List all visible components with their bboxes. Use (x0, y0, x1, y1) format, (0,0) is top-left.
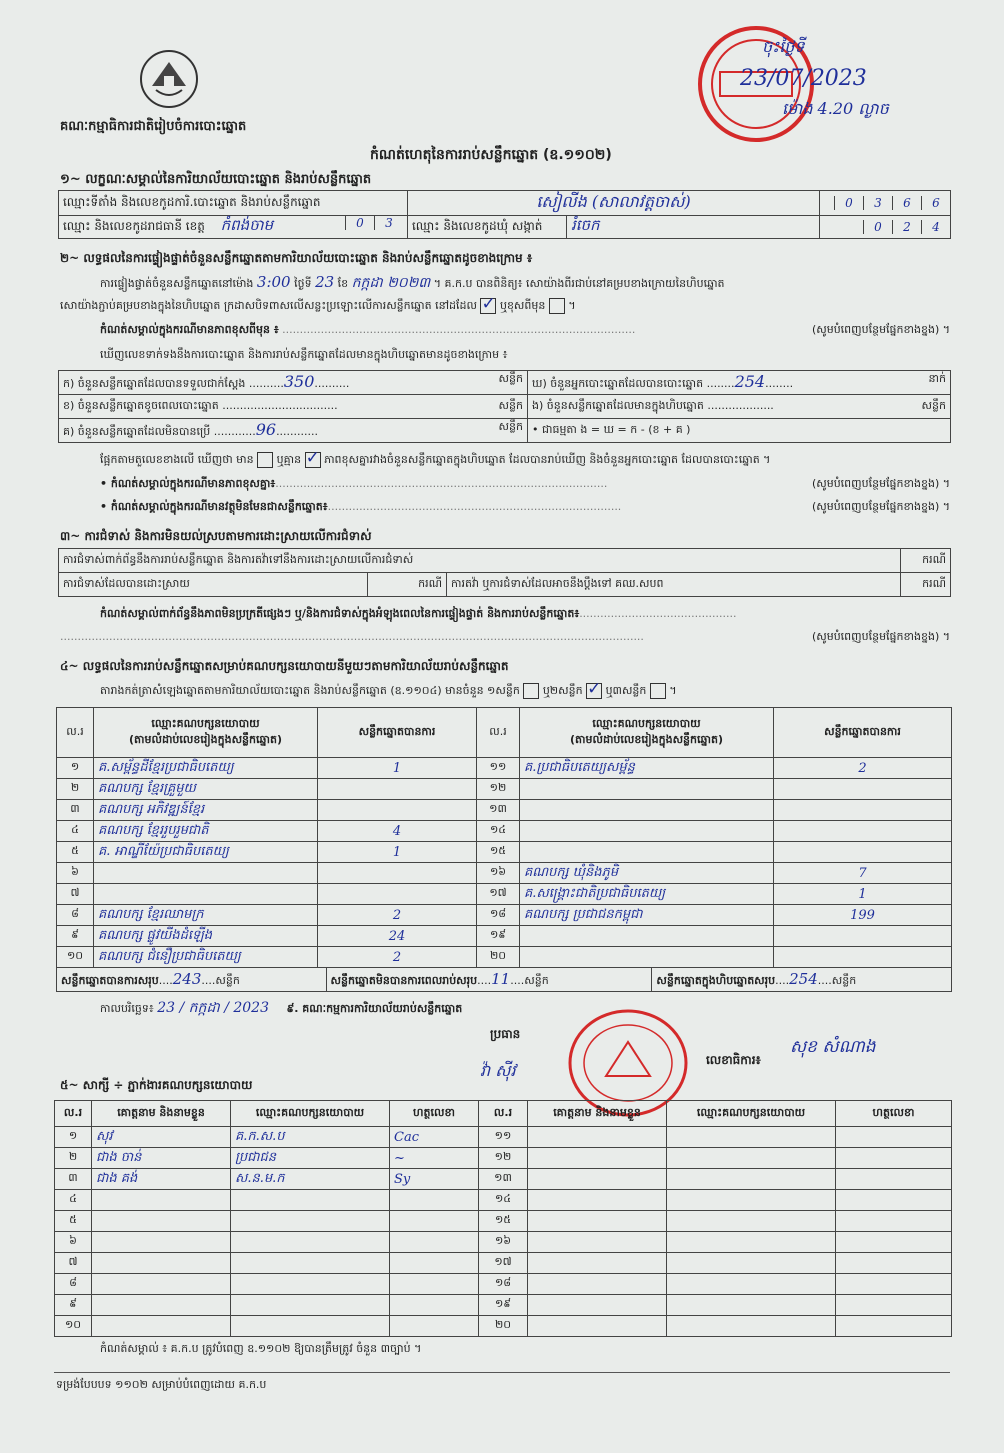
party-votes (318, 863, 477, 884)
witness-party (667, 1253, 836, 1274)
witness-signature (836, 1148, 952, 1169)
unused-ballots-value: 96 (255, 420, 277, 439)
witness-no: ១០ (55, 1316, 92, 1337)
witness-party (231, 1190, 390, 1211)
footnote: កំណត់សម្គាល់ ៖ គ.ក.ប ត្រូវបំពេញ ឧ.១១០២ ឱ្យបានត្រឹមត្រូវ ចំនួន ៣ច្បាប់ ។ (100, 1342, 422, 1355)
party-no: ៧ (57, 884, 94, 905)
party-name (94, 863, 318, 884)
witness-no: ១៧ (479, 1253, 528, 1274)
party-row (57, 863, 952, 884)
difference-note: • កំណត់សម្គាល់ក្នុងករណីមានភាពខុសគ្នា៖............................................................................................... (សូមបំពេញបន្ថែមផ្នែកខាងខ្នង) ។ (100, 477, 950, 490)
party-name: គណបក្ស ខ្មែរគ្រួមួយ (94, 779, 318, 800)
sheets-3-checkbox[interactable] (650, 683, 666, 699)
location-code: 0 3 6 6 (820, 191, 951, 216)
stamp-line-3: ម៉ោង 4.20 ល្ងាច (782, 99, 889, 118)
verification-line1: ការផ្ទៀងផ្ទាត់ចំនួនសន្លឹកឆ្នោតនៅម៉ោង 3:00 ថ្ងៃទី 23 ខែ កក្កដា ២០២៣ ។ គ.ក.ប បានពិនិត្យ៖ សោយ៉ាងពីរជាប់នៅគម្របខាងក្រោយនៃហិបឆ្នោត (100, 273, 725, 291)
col-votes-left: សន្លឹកឆ្នោតបានការ (318, 708, 477, 758)
section1-table (58, 190, 951, 239)
party-name: គណបក្ស ឃុំនិងភូមិ (520, 863, 774, 884)
secretary-name: សុខ សំណាង (790, 1037, 876, 1057)
party-votes (774, 926, 952, 947)
date-line: កាលបរិច្ឆេទ៖ 23 / កក្កដា / 2023 ៩. គណៈកម្មការការិយាល័យរាប់សន្លឹកឆ្នោត (100, 1000, 463, 1016)
witness-signature (836, 1211, 952, 1232)
party-row (57, 758, 952, 779)
total-invalid-value: 11 (491, 969, 511, 988)
witness-party: ស.ន.ម.ក (231, 1169, 390, 1190)
w-col-sig-left: ហត្ថលេខា (390, 1101, 479, 1127)
witness-no: ៥ (55, 1211, 92, 1232)
result-intro: ឃើញលេខទាក់ទងនឹងការបោះឆ្នោត និងការរាប់សន្លឹកឆ្នោតដែលមានក្នុងហិបឆ្នោតមានដូចខាងក្រោម ៖ (100, 348, 508, 361)
section1-heading: ១~ លក្ខណៈសម្គាល់នៃការិយាល័យបោះឆ្នោត និងរាប់សន្លឹកឆ្នោត (60, 172, 372, 187)
witness-no: ១២ (479, 1148, 528, 1169)
objections-row1: ការជំទាស់ពាក់ព័ន្ធនឹងការរាប់សន្លឹកឆ្នោត និងការតវ៉ាទៅនឹងការដោះស្រាយលើការជំទាស់ (59, 549, 901, 573)
party-no: ៦ (57, 863, 94, 884)
ballot-counts-table (58, 370, 951, 443)
party-row (57, 779, 952, 800)
party-no: ១៣ (477, 800, 520, 821)
witness-row (55, 1295, 952, 1316)
party-votes (318, 884, 477, 905)
divider (54, 1372, 950, 1373)
location-value: សៀលីង (សាលាវត្តចាស់) (408, 191, 820, 216)
w-col-name-right: គោត្តនាម និងនាមខ្លួន (528, 1101, 667, 1127)
witness-party (231, 1274, 390, 1295)
total-in-box-value: 254 (789, 969, 818, 988)
form-title: កំណត់ហេតុនៃការរាប់សន្លឹកឆ្នោត (ឧ.១១០២) (370, 147, 612, 163)
witness-name (528, 1316, 667, 1337)
section2-heading: ២~ លទ្ធផលនៃការផ្ទៀងផ្ទាត់ចំនួនសន្លឹកឆ្នោតតាមការិយាល័យបោះឆ្នោត និងរាប់សន្លឹកឆ្នោតដូចខាងក្រោម ៖ (60, 251, 533, 265)
witness-no: ១៤ (479, 1190, 528, 1211)
witness-row (55, 1127, 952, 1148)
spoiled-ballots: ខ) ចំនួនសន្លឹកឆ្នោតខូចពេលបោះឆ្នោត ................................. សន្លឹក (59, 395, 528, 419)
party-no: ១៦ (477, 863, 520, 884)
col-no-right: ល.រ (477, 708, 520, 758)
party-votes: 1 (318, 758, 477, 779)
witness-signature (836, 1169, 952, 1190)
party-votes: 1 (318, 842, 477, 863)
month-value: កក្កដា ២០២៣ (351, 275, 431, 291)
party-no: ៨ (57, 905, 94, 926)
col-no-left: ល.រ (57, 708, 94, 758)
province-value: កំពង់ចាម (220, 216, 274, 234)
party-votes (774, 821, 952, 842)
w-col-sig-right: ហត្ថលេខា (836, 1101, 952, 1127)
total-in-box: សន្លឹកឆ្នោតក្នុងហិបឆ្នោតសរុប....254....សន្លឹក (652, 968, 952, 992)
party-name (520, 947, 774, 968)
witness-no: ៤ (55, 1190, 92, 1211)
witness-party (231, 1295, 390, 1316)
party-votes (318, 800, 477, 821)
witness-name (528, 1169, 667, 1190)
party-row (57, 905, 952, 926)
witness-name (528, 1148, 667, 1169)
witness-party (231, 1316, 390, 1337)
witness-row (55, 1211, 952, 1232)
party-votes (774, 842, 952, 863)
witness-party: ប្រជាជន (231, 1148, 390, 1169)
witness-party (667, 1211, 836, 1232)
witness-party (667, 1295, 836, 1316)
unused-ballots: គ) ចំនួនសន្លឹកឆ្នោតដែលមិនបានប្រើ ............96............ សន្លឹក (59, 419, 528, 443)
witness-no: ១១ (479, 1127, 528, 1148)
witness-signature (836, 1274, 952, 1295)
witness-name (528, 1211, 667, 1232)
party-row (57, 884, 952, 905)
party-votes: 24 (318, 926, 477, 947)
objections-row1-case: ករណី (901, 549, 951, 573)
received-ballots: ក) ចំនួនសន្លឹកឆ្នោតដែលបានទទួលជាក់ស្តែង ..........350.......... សន្លឹក (59, 371, 528, 395)
party-votes (774, 947, 952, 968)
secretary-label: លេខាធិការ៖ (706, 1053, 761, 1067)
party-votes: 2 (318, 905, 477, 926)
party-no: ១ (57, 758, 94, 779)
party-row (57, 821, 952, 842)
witness-no: ១៥ (479, 1211, 528, 1232)
witness-party: គ.ក.ស.ប (231, 1127, 390, 1148)
witness-signature (390, 1274, 479, 1295)
witness-name (92, 1190, 231, 1211)
total-valid: សន្លឹកឆ្នោតបានការសរុប....243....សន្លឹក (57, 968, 327, 992)
witness-table (54, 1100, 952, 1337)
party-name: គណបក្ស អភិវឌ្ឍន៍ខ្មែរ (94, 800, 318, 821)
witness-row (55, 1274, 952, 1295)
section4-heading: ៤~ លទ្ធផលនៃការរាប់សន្លឹកឆ្នោតសម្រាប់គណបក្សនយោបាយនីមួយៗតាមការិយាល័យរាប់សន្លឹកឆ្នោត (60, 659, 509, 673)
party-name: គណបក្ស ផ្លូវយីងដំឡើង (94, 926, 318, 947)
witness-name (92, 1211, 231, 1232)
stamp-line-1: ចុះថ្ងៃទី (762, 37, 805, 56)
party-name (520, 821, 774, 842)
chair-name: វ៉ា ស៊ីវ (480, 1061, 516, 1080)
witness-signature (390, 1316, 479, 1337)
location-label: ឈ្មោះទីតាំង និងលេខកូដការិ.បោះឆ្នោត និងរាប់សន្លឹកឆ្នោត (59, 191, 408, 216)
section5-heading: ៥~ សាក្សី ÷ ភ្នាក់ងារគណបក្សនយោបាយ (60, 1078, 253, 1092)
witness-party (667, 1316, 836, 1337)
witness-name (92, 1232, 231, 1253)
witness-signature (390, 1190, 479, 1211)
commune-value: រំចេក (567, 216, 820, 239)
witness-row (55, 1232, 952, 1253)
party-row (57, 800, 952, 821)
party-row (57, 842, 952, 863)
witness-signature (390, 1295, 479, 1316)
party-votes: 1 (774, 884, 952, 905)
witness-name (528, 1127, 667, 1148)
witness-signature: Sy (390, 1169, 479, 1190)
irregularity-note-line2: ....................................................................................................................................................................... (សូមបំពេញបន្ថែមផ្នែកខាងខ្នង) ។ (60, 630, 950, 643)
witness-signature (836, 1127, 952, 1148)
w-col-name-left: គោត្តនាម និងនាមខ្លួន (92, 1101, 231, 1127)
difference-yes-checkbox[interactable] (257, 452, 273, 468)
w-col-no-left: ល.រ (55, 1101, 92, 1127)
witness-no: ១៦ (479, 1232, 528, 1253)
witness-signature (836, 1316, 952, 1337)
witness-signature (390, 1211, 479, 1232)
party-name (520, 779, 774, 800)
witness-party (667, 1232, 836, 1253)
party-name: គ.ប្រជាធិបតេយ្យសម្ព័ន្ធ (520, 758, 774, 779)
irregularity-note: កំណត់សម្គាល់ពាក់ព័ន្ធនឹងភាពមិនប្រក្រតីផ្សេងៗ ឬ/និងការជំទាស់ក្នុងអំឡុងពេលនៃការផ្ទៀងផ្ទាត់ និងការរាប់សន្លឹកឆ្នោត៖............................................. (100, 607, 737, 620)
party-results-table (56, 707, 952, 968)
province-cell: ឈ្មោះ និងលេខកូដរាជធានី ខេត្ត កំពង់ចាម 0 3 (59, 216, 408, 239)
section3-heading: ៣~ ការជំទាស់ និងការមិនយល់ស្របតាមការដោះស្រាយលើការជំទាស់ (60, 529, 372, 543)
col-votes-right: សន្លឹកឆ្នោតបានការ (774, 708, 952, 758)
party-name (520, 842, 774, 863)
witness-signature: ~ (390, 1148, 479, 1169)
witness-party (231, 1211, 390, 1232)
resolved-objections: ការជំទាស់ដែលបានដោះស្រាយ (59, 573, 368, 597)
party-votes: 2 (318, 947, 477, 968)
objections-table (58, 548, 951, 597)
witness-party (667, 1274, 836, 1295)
witness-name (92, 1253, 231, 1274)
party-no: ៣ (57, 800, 94, 821)
witness-name (528, 1190, 667, 1211)
witness-no: ៧ (55, 1253, 92, 1274)
witness-no: ៩ (55, 1295, 92, 1316)
party-votes (318, 779, 477, 800)
witness-signature: Cac (390, 1127, 479, 1148)
witness-party (667, 1169, 836, 1190)
col-party-right: ឈ្មោះគណបក្សនយោបាយ (តាមលំដាប់លេខរៀងក្នុងសន្លឹកឆ្នោត) (520, 708, 774, 758)
received-ballots-value: 350 (283, 372, 315, 391)
form-label: ទម្រង់បែបបទ ១១០២ សម្រាប់បំពេញដោយ គ.ក.ប (56, 1378, 267, 1391)
witness-name: ជាង គង់ (92, 1169, 231, 1190)
party-no: ១៤ (477, 821, 520, 842)
witness-party (667, 1190, 836, 1211)
witness-row (55, 1316, 952, 1337)
party-no: ១៨ (477, 905, 520, 926)
party-votes: 2 (774, 758, 952, 779)
witness-signature (836, 1253, 952, 1274)
formula: • ជាធម្មតា ង = ឃ = ក - (ខ + គ ) (528, 419, 951, 443)
witness-no: ៣ (55, 1169, 92, 1190)
nec-logo (138, 48, 200, 110)
party-name: គណបក្ស ខ្មែរឈាមក្រ (94, 905, 318, 926)
tally-sheet-line: តារាងកត់ត្រាសំឡេងឆ្នោតតាមការិយាល័យបោះឆ្នោត និងរាប់សន្លឹកឆ្នោត (ឧ.១១០៤) មានចំនួន ១សន្លឹក ឬ២សន្លឹក ✓ ឬ៣សន្លឹក ។ (100, 683, 677, 700)
appeal-objections-case: ករណី (901, 573, 951, 597)
witness-signature (390, 1232, 479, 1253)
commune-code: 0 2 4 (820, 216, 951, 239)
witness-name (92, 1316, 231, 1337)
verification-line2: សោយ៉ាងភ្ជាប់គម្របខាងក្នុងនៃហិបឆ្នោត ក្រដាសបិទពាសលើសន្លះប្រឡោះលើការសន្លឹកឆ្នោត នៅដដែល ✓ ឬខុសពីមុន ។ (60, 298, 576, 315)
foreign-object-note: • កំណត់សម្គាល់ក្នុងករណីមានវត្ថុមិនមែនជាសន្លឹកឆ្នោត៖.................................................................................... (សូមបំពេញបន្ថែមផ្នែកខាងខ្នង) ។ (100, 500, 950, 513)
party-votes: 4 (318, 821, 477, 842)
witness-name (528, 1253, 667, 1274)
party-row (57, 926, 952, 947)
witness-party (667, 1148, 836, 1169)
party-votes: 7 (774, 863, 952, 884)
total-valid-value: 243 (172, 969, 202, 988)
party-no: ១២ (477, 779, 520, 800)
stamp-line-2: 23/07/2023 (740, 66, 867, 91)
witness-no: ១៨ (479, 1274, 528, 1295)
witness-name (528, 1295, 667, 1316)
witness-signature (836, 1232, 952, 1253)
witness-signature (836, 1190, 952, 1211)
seal-same-checkbox[interactable] (480, 298, 496, 314)
w-col-party-right: ឈ្មោះគណបក្សនយោបាយ (667, 1101, 836, 1127)
province-label: ឈ្មោះ និងលេខកូដរាជធានី ខេត្ត (63, 219, 205, 233)
witness-signature (836, 1295, 952, 1316)
witness-row (55, 1169, 952, 1190)
witness-row (55, 1253, 952, 1274)
party-no: ១៩ (477, 926, 520, 947)
witness-name: ជាង ចាន់ (92, 1148, 231, 1169)
party-no: ១០ (57, 947, 94, 968)
witness-row (55, 1190, 952, 1211)
party-votes: 199 (774, 905, 952, 926)
day-value: 23 (315, 273, 335, 291)
witness-no: ១ (55, 1127, 92, 1148)
witness-name (528, 1274, 667, 1295)
witness-no: ១៣ (479, 1169, 528, 1190)
party-row (57, 947, 952, 968)
date-value: 23 / កក្កដា / 2023 (157, 1000, 269, 1016)
party-no: ២ (57, 779, 94, 800)
party-name (94, 884, 318, 905)
witness-name (92, 1295, 231, 1316)
chair-label: ប្រធាន (490, 1027, 521, 1041)
party-no: ២០ (477, 947, 520, 968)
commune-label: ឈ្មោះ និងលេខកូដឃុំ សង្កាត់ (408, 216, 567, 239)
party-no: ១៥ (477, 842, 520, 863)
witness-no: ២០ (479, 1316, 528, 1337)
ballots-in-box: ង) ចំនួនសន្លឹកឆ្នោតដែលមានក្នុងហិបឆ្នោត ................... សន្លឹក (528, 395, 951, 419)
w-col-party-left: ឈ្មោះគណបក្សនយោបាយ (231, 1101, 390, 1127)
party-name: គណបក្ស ខ្មែររួបរួមជាតិ (94, 821, 318, 842)
party-name (520, 800, 774, 821)
party-name: គ.សង្គ្រោះជាតិប្រជាធិបតេយ្យ (520, 884, 774, 905)
witness-name (92, 1274, 231, 1295)
party-no: ៩ (57, 926, 94, 947)
witness-no: ៨ (55, 1274, 92, 1295)
witness-party (231, 1232, 390, 1253)
witness-no: ៦ (55, 1232, 92, 1253)
witness-no: ១៩ (479, 1295, 528, 1316)
party-name: គណបក្ស ប្រជាជនកម្ពុជា (520, 905, 774, 926)
voters-count-value: 254 (734, 372, 766, 391)
seal-different-checkbox[interactable] (549, 298, 565, 314)
resolved-objections-case: ករណី (368, 573, 447, 597)
party-votes (774, 800, 952, 821)
witness-name (528, 1232, 667, 1253)
party-name: គ.សម្ព័ន្ធដីខ្មែរប្រជាធិបតេយ្យ (94, 758, 318, 779)
difference-check-line: ផ្អែកតាមតួលេខខាងលើ ឃើញថា មាន ឬគ្មាន ✓ ភាពខុសគ្នារវាងចំនួនសន្លឹកឆ្នោតក្នុងហិបឆ្នោត ដែលបានរាប់ឃើញ និងចំនួនអ្នកបោះឆ្នោត ដែលបានបោះឆ្នោត ។ (100, 452, 770, 469)
party-name: គណបក្ស ជំនឿប្រជាធិបតេយ្យ (94, 947, 318, 968)
party-votes (774, 779, 952, 800)
total-invalid: សន្លឹកឆ្នោតមិនបានការពេលរាប់សរុប....11....សន្លឹក (326, 968, 652, 992)
difference-no-checkbox[interactable] (305, 452, 321, 468)
party-no: ៤ (57, 821, 94, 842)
witness-signature (390, 1253, 479, 1274)
witness-row (55, 1148, 952, 1169)
party-name: គ. អាណ្ឌីយ៉ែប្រជាធិបតេយ្យ (94, 842, 318, 863)
witness-party (231, 1253, 390, 1274)
party-no: ៥ (57, 842, 94, 863)
time-value: 3:00 (256, 273, 291, 291)
sheets-2-checkbox[interactable] (586, 683, 602, 699)
witness-party (667, 1127, 836, 1148)
totals-table (56, 967, 952, 992)
party-name (520, 926, 774, 947)
appeal-objections: ការតវ៉ា ឬការជំទាស់ដែលអាចនឹងប្តឹងទៅ គឈ.សបព (447, 573, 901, 597)
sheets-1-checkbox[interactable] (523, 683, 539, 699)
committee-name: គណៈកម្មាធិការជាតិរៀបចំការបោះឆ្នោត (60, 119, 247, 134)
voters-count: ឃ) ចំនួនអ្នកបោះឆ្នោតដែលបានបោះឆ្នោត ........254........ នាក់ (528, 371, 951, 395)
w-col-no-right: ល.រ (479, 1101, 528, 1127)
difference-note-line: កំណត់សម្គាល់ក្នុងករណីមានភាពខុសពីមុន ៖ ..................................................................................................... (សូមបំពេញបន្ថែមផ្នែកខាងខ្នង) ។ (100, 323, 950, 336)
party-no: ១១ (477, 758, 520, 779)
party-no: ១៧ (477, 884, 520, 905)
witness-name: សុវ (92, 1127, 231, 1148)
witness-no: ២ (55, 1148, 92, 1169)
col-party-left: ឈ្មោះគណបក្សនយោបាយ (តាមលំដាប់លេខរៀងក្នុងសន្លឹកឆ្នោត) (94, 708, 318, 758)
